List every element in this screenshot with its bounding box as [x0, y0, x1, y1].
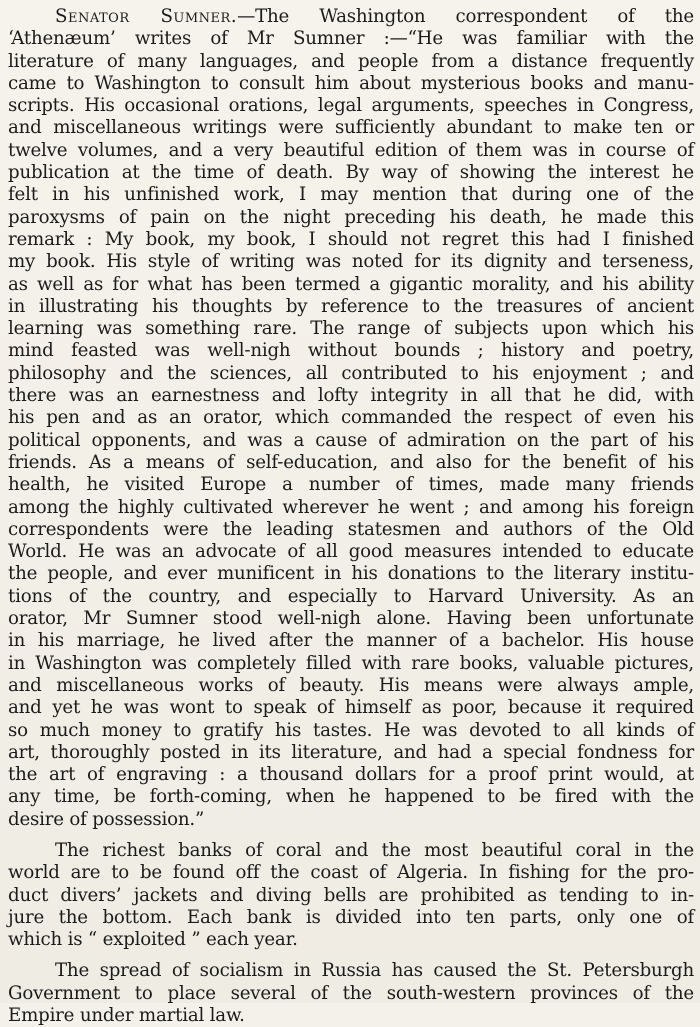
paragraph-gap: [8, 951, 694, 960]
article-paragraph-coral: [8, 840, 694, 951]
text-line: The richest banks of coral and the most beautiful coral in the: [55, 839, 694, 861]
text-line: as well as for what has been termed a gigantic morality, and his ability: [8, 273, 694, 295]
text-line: came to Washington to consult him about mysterious books and manu-: [8, 72, 694, 94]
text-line: correspondents were the leading statesmen and authors of the Old: [8, 518, 694, 540]
text-line: learning was something rare. The range of subjects upon which his: [8, 318, 694, 340]
text-line: there was an earnestness and lofty integrity in all that he did, with: [8, 385, 694, 407]
paragraph-gap: [8, 831, 694, 840]
text-line: and yet he was wont to speak of himself as poor, because it required: [8, 697, 694, 719]
text-line: The spread of socialism in Russia has caused the St. Petersburgh: [55, 960, 694, 982]
text-line: the art of engraving : a thousand dollars for a proof print would, at: [8, 764, 694, 786]
article-paragraph-russia: [8, 960, 694, 1027]
text-line: duct divers’ jackets and diving bells are prohibited as tending to in-: [8, 884, 694, 906]
text-line: any time, be forth-coming, when he happened to be fired with the: [8, 786, 694, 808]
text-line: ‘Athenæum’ writes of Mr Sumner :—“He was familiar with the: [8, 28, 694, 50]
text-line: friends. As a means of self-education, and also for the benefit of his: [8, 451, 694, 473]
text-line: World. He was an advocate of all good measures intended to educate: [8, 541, 694, 563]
text-line: and miscellaneous works of beauty. His means were always ample,: [8, 674, 694, 696]
text-line: publication at the time of death. By way of showing the interest he: [8, 162, 694, 184]
text-line: in his marriage, he lived after the manner of a bachelor. His house: [8, 630, 694, 652]
text-line: art, thoroughly posted in its literature, and had a special fondness for: [8, 741, 694, 763]
text-line: desire of possession.”: [8, 808, 205, 830]
text-line: political opponents, and was a cause of admiration on the part of his: [8, 429, 694, 451]
text-line: my book. His style of writing was noted for its dignity and terseness,: [8, 251, 694, 273]
text-line: among the highly cultivated wherever he went ; and among his foreign: [8, 496, 694, 518]
text-line: orator, Mr Sumner stood well-nigh alone. Having been unfortunate: [8, 608, 694, 630]
text-line: literature of many languages, and people from a distance frequently: [8, 50, 694, 72]
text-line: the people, and ever munificent in his donations to the literary institu-: [8, 563, 694, 585]
text-line: health, he visited Europe a number of times, made many friends: [8, 474, 694, 496]
text-line: philosophy and the sciences, all contributed to his enjoyment ; and: [8, 362, 694, 384]
text-line: felt in his unfinished work, I may mention that during one of the: [8, 184, 694, 206]
article-column: [8, 6, 694, 1027]
text-line: jure the bottom. Each bank is divided into ten parts, only one of: [8, 906, 694, 928]
text-line: so much money to gratify his tastes. He was devoted to all kinds of: [8, 719, 694, 741]
text-line: his pen and as an orator, which commanded the respect of even his: [8, 407, 694, 429]
text-line: Government to place several of the south-western provinces of the: [8, 982, 694, 1004]
text-line: world are to be found off the coast of Algeria. In fishing for the pro-: [8, 862, 694, 884]
text-line: paroxysms of pain on the night preceding his death, he made this: [8, 206, 694, 228]
text-line: mind feasted was well-nigh without bounds ; history and poetry,: [8, 340, 694, 362]
text-line: in Washington was completely filled with rare books, valuable pictures,: [8, 652, 694, 674]
article-paragraph-sumner: [8, 6, 694, 831]
text-line: Senator Sumner.—The Washington correspondent of the: [55, 6, 694, 27]
text-line: tions of the country, and especially to Harvard University. As an: [8, 585, 694, 607]
text-line: remark : My book, my book, I should not regret this had I finished: [8, 228, 694, 250]
text-line: twelve volumes, and a very beautiful edition of them was in course of: [8, 139, 694, 161]
text-line: and miscellaneous writings were sufficiently abundant to make ten or: [8, 117, 694, 139]
text-line: which is “ exploited ” each year.: [8, 929, 298, 951]
text-line: Empire under martial law.: [8, 1005, 245, 1027]
text-line: scripts. His occasional orations, legal arguments, speeches in Congress,: [8, 95, 694, 117]
text-line: in illustrating his thoughts by reference to the treasures of ancient: [8, 295, 694, 317]
article-heading: Senator Sumner.: [55, 6, 238, 27]
